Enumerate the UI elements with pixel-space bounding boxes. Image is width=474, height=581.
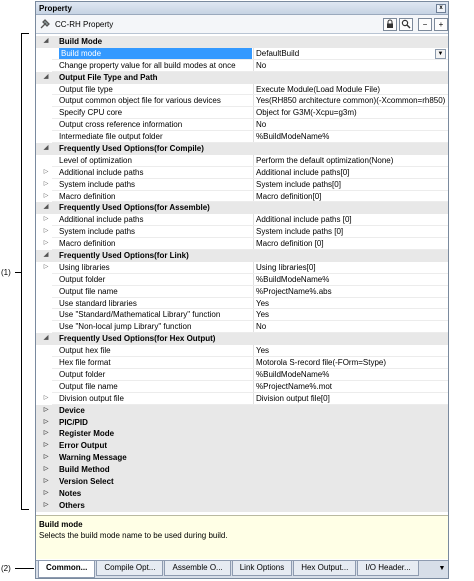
property-value[interactable]: Perform the default optimization(None) (253, 155, 448, 167)
search-icon[interactable] (399, 18, 413, 31)
property-value[interactable]: No (253, 60, 448, 72)
property-grid (36, 36, 448, 514)
property-value[interactable]: No (253, 119, 448, 131)
property-name: Level of optimization (59, 155, 132, 165)
tab-item[interactable]: Link Options (232, 561, 292, 576)
property-row[interactable] (36, 48, 448, 60)
panel-titlebar (36, 2, 448, 15)
panel-title: Property (39, 3, 72, 13)
property-value[interactable]: %BuildModeName% (253, 369, 448, 381)
property-name: Output file type (59, 84, 113, 94)
property-value[interactable]: Yes (253, 345, 448, 357)
category-row[interactable] (36, 440, 448, 452)
category-label: Notes (59, 488, 82, 498)
property-row[interactable] (36, 179, 448, 191)
category-row[interactable] (36, 417, 448, 429)
property-row[interactable] (36, 262, 448, 274)
property-name: Use standard libraries (59, 298, 137, 308)
property-name: Use "Standard/Mathematical Library" function (59, 310, 221, 320)
category-label: Output File Type and Path (59, 72, 158, 82)
property-name: Change property value for all build modes at once (59, 60, 236, 70)
property-name: Build mode (59, 48, 252, 60)
category-label: PIC/PID (59, 417, 88, 427)
property-value[interactable]: %BuildModeName% (253, 131, 448, 143)
description-area (36, 515, 448, 559)
category-label: Frequently Used Options(for Compile) (59, 144, 204, 154)
category-row[interactable] (36, 250, 448, 262)
property-row[interactable] (36, 274, 448, 286)
expand-arrow-icon[interactable]: ▷ (43, 501, 49, 508)
property-value[interactable]: Execute Module(Load Module File) (253, 84, 448, 96)
property-row[interactable] (36, 191, 448, 203)
property-row[interactable] (36, 107, 448, 119)
property-row[interactable] (36, 155, 448, 167)
property-name: Additional include paths (59, 215, 144, 225)
category-row[interactable] (36, 143, 448, 155)
property-row[interactable] (36, 298, 448, 310)
property-toolbar (36, 15, 448, 34)
property-row[interactable] (36, 214, 448, 226)
description-title: Build mode (39, 520, 83, 529)
expand-arrow-icon[interactable]: ▷ (43, 228, 49, 235)
property-value[interactable]: No (253, 321, 448, 333)
property-row[interactable] (36, 167, 448, 179)
property-value[interactable]: System include paths[0] (253, 179, 448, 191)
category-row[interactable] (36, 36, 448, 48)
expand-arrow-icon[interactable]: ▷ (43, 477, 49, 484)
category-label: Version Select (59, 476, 114, 486)
tab-item[interactable]: Hex Output... (293, 561, 356, 576)
expand-arrow-icon[interactable]: ▷ (43, 240, 49, 247)
category-label: Frequently Used Options(for Assemble) (59, 203, 210, 213)
property-value[interactable]: Object for G3M(-Xcpu=g3m) (253, 107, 448, 119)
property-value[interactable]: %ProjectName%.abs (253, 286, 448, 298)
description-text: Selects the build mode name to be used during build. (39, 531, 228, 540)
expand-arrow-icon[interactable]: ▷ (43, 454, 49, 461)
annotation-bracket-1 (21, 33, 29, 510)
annotation-bracket-1-tick (15, 272, 22, 273)
property-name: Specify CPU core (59, 108, 123, 118)
property-row[interactable] (36, 84, 448, 96)
annotation-label-1: (1) (1, 268, 11, 277)
tab-item[interactable]: Common... (38, 561, 95, 578)
expand-arrow-icon[interactable]: ▷ (43, 466, 49, 473)
category-row[interactable] (36, 476, 448, 488)
property-row[interactable] (36, 357, 448, 369)
property-value[interactable]: Yes(RH850 architecture common)(-Xcommon=rh850) (253, 95, 448, 107)
property-row[interactable] (36, 309, 448, 321)
dropdown-arrow-icon[interactable]: ▼ (435, 49, 446, 59)
collapse-arrow-icon[interactable]: ◢ (43, 145, 49, 152)
collapse-arrow-icon[interactable]: ◢ (43, 38, 49, 44)
property-value[interactable]: DefaultBuild (253, 48, 448, 60)
property-value[interactable]: System include paths [0] (253, 226, 448, 238)
expand-arrow-icon[interactable]: ▷ (43, 216, 49, 223)
property-name: Output common object file for various devices (59, 96, 221, 106)
property-name: Macro definition (59, 239, 116, 249)
category-row[interactable] (36, 452, 448, 464)
expand-arrow-icon[interactable]: ▷ (43, 394, 49, 401)
property-row[interactable] (36, 95, 448, 107)
build-tool-icon (39, 18, 51, 30)
expand-arrow-icon[interactable]: ▷ (43, 442, 49, 449)
property-value[interactable]: Yes (253, 309, 448, 321)
collapse-arrow-icon[interactable]: ◢ (43, 335, 49, 342)
property-row[interactable] (36, 238, 448, 250)
property-row[interactable] (36, 345, 448, 357)
property-name: Additional include paths (59, 167, 144, 177)
property-name: Output cross reference information (59, 120, 183, 130)
property-row[interactable] (36, 369, 448, 381)
close-icon[interactable]: x (436, 4, 446, 13)
category-label: Frequently Used Options(for Link) (59, 251, 189, 261)
expand-arrow-icon[interactable]: ▷ (43, 430, 49, 437)
property-name: Output file name (59, 286, 118, 296)
expand-arrow-icon[interactable]: ▷ (43, 192, 49, 199)
collapse-arrow-icon[interactable]: ◢ (43, 204, 49, 211)
tab-item[interactable]: Assemble O... (164, 561, 230, 576)
collapse-icon[interactable]: − (418, 18, 432, 31)
category-row[interactable] (36, 488, 448, 500)
property-row[interactable] (36, 60, 448, 72)
category-label: Build Mode (59, 37, 103, 46)
tab-list-menu-icon[interactable]: ▼ (438, 565, 446, 572)
property-name: Using libraries (59, 262, 110, 272)
category-label: Others (59, 500, 85, 510)
property-name: System include paths (59, 179, 136, 189)
category-label: Warning Message (59, 453, 127, 463)
category-row[interactable] (36, 202, 448, 214)
tab-item[interactable]: Compile Opt... (96, 561, 163, 576)
property-panel (35, 1, 449, 579)
category-label: Build Method (59, 465, 110, 475)
expand-arrow-icon[interactable]: ▷ (43, 180, 49, 187)
annotation-label-2: (2) (1, 564, 11, 573)
expand-arrow-icon[interactable]: ▷ (43, 406, 49, 413)
property-row[interactable] (36, 393, 448, 405)
category-row[interactable] (36, 428, 448, 440)
property-value[interactable]: %BuildModeName% (253, 274, 448, 286)
lock-icon[interactable] (383, 18, 397, 31)
category-row[interactable] (36, 72, 448, 84)
category-row[interactable] (36, 500, 448, 512)
property-name: Hex file format (59, 358, 111, 368)
expand-arrow-icon[interactable]: ▷ (43, 168, 49, 175)
property-name: Use "Non-local jump Library" function (59, 322, 192, 332)
collapse-arrow-icon[interactable]: ◢ (43, 252, 49, 259)
property-value[interactable]: Using libraries[0] (253, 262, 448, 274)
property-row[interactable] (36, 286, 448, 298)
property-value[interactable]: Macro definition [0] (253, 238, 448, 250)
category-label: Error Output (59, 441, 107, 451)
expand-icon[interactable]: + (434, 18, 448, 31)
category-row[interactable] (36, 405, 448, 417)
property-value[interactable]: Yes (253, 298, 448, 310)
property-value[interactable]: Division output file[0] (253, 393, 448, 405)
property-name: Output folder (59, 274, 106, 284)
tab-item[interactable]: I/O Header... (357, 561, 418, 576)
category-label: Device (59, 405, 85, 415)
property-row[interactable] (36, 381, 448, 393)
property-name: Output file name (59, 381, 118, 391)
property-value[interactable]: %ProjectName%.mot (253, 381, 448, 393)
expand-arrow-icon[interactable]: ▷ (43, 418, 49, 425)
property-value[interactable]: Additional include paths [0] (253, 214, 448, 226)
property-value[interactable]: Additional include paths[0] (253, 167, 448, 179)
property-row[interactable] (36, 119, 448, 131)
category-label: Register Mode (59, 429, 115, 439)
annotation-pointer-2 (15, 568, 34, 569)
category-row[interactable] (36, 464, 448, 476)
property-name: Output hex file (59, 346, 111, 356)
tab-strip (36, 560, 448, 578)
property-name: Output folder (59, 369, 106, 379)
property-name: Division output file (59, 393, 124, 403)
property-name: Intermediate file output folder (59, 132, 163, 142)
category-row[interactable] (36, 333, 448, 345)
property-row[interactable] (36, 321, 448, 333)
property-name: System include paths (59, 227, 136, 237)
property-name: Macro definition (59, 191, 116, 201)
property-value[interactable]: Motorola S-record file(-FOrm=Stype) (253, 357, 448, 369)
property-row[interactable] (36, 226, 448, 238)
property-row[interactable] (36, 131, 448, 143)
toolbar-title: CC-RH Property (55, 19, 114, 29)
expand-arrow-icon[interactable]: ▷ (43, 489, 49, 496)
property-value[interactable]: Macro definition[0] (253, 191, 448, 203)
category-label: Frequently Used Options(for Hex Output) (59, 334, 216, 344)
expand-arrow-icon[interactable]: ▷ (43, 263, 49, 270)
collapse-arrow-icon[interactable]: ◢ (43, 73, 49, 80)
